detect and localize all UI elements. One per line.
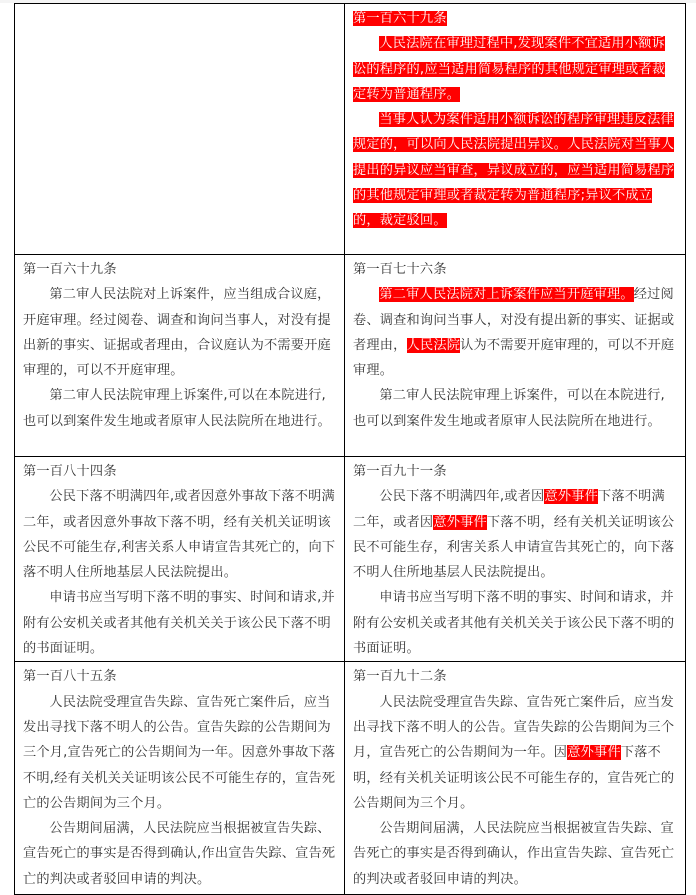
text-run: 公民下落不明满四年,或者因 (379, 489, 545, 505)
paragraph: 公告期间届满，人民法院应当根据被宣告失踪、宣告死亡的事实是否得到确认,作出宣告失踪、宣告死亡的判决或者驳回申请的判决。 (23, 821, 336, 887)
paragraph: 申请书应当写明下落不明的事实、时间和请求,并附有公安机关或者其他有关机关关于该公民下落不明的书面证明。 (23, 590, 335, 657)
highlighted-change: 意外事件 (433, 514, 487, 530)
paragraph: 第二审人民法院审理上诉案件,可以在本院进行,也可以到案件发生地或者原审人民法院所在地进行。 (23, 388, 331, 429)
highlighted-change: 意外事件 (544, 489, 598, 505)
table-row (15, 457, 686, 662)
paragraph: 人民法院受理宣告失踪、宣告死亡案件后，应当发出寻找下落不明人的公告。宣告失踪的公告期间为三个月,宣告死亡的公告期间为一年。因意外事故下落不明,经有关机关关证明该公民不可能生存的，宣告死亡的公告期间为三个月。 (23, 694, 336, 811)
article-title: 第一百六十九条 (23, 262, 117, 277)
old-law-cell-empty (15, 4, 345, 255)
text-run: 人民法院受理宣告失踪、宣告死亡案件后，应当发出寻找下落不明人的公告。宣告失踪的公告期间为三个月，宣告死亡的公告期间为一年。因 (353, 694, 675, 761)
paragraph-highlighted: 人民法院在审理过程中,发现案件不宜适用小额诉讼的程序的,应当适用简易程序的其他规定审理或者裁定转为普通程序。 (353, 36, 666, 102)
article-title: 第一百七十六条 (353, 262, 447, 277)
paragraph (353, 484, 678, 585)
text-run: 下落不明满二年，或者因 (353, 489, 665, 530)
text-run: 认为不需要开庭审理的，可以不开庭审理。 (353, 337, 675, 379)
paragraph (353, 690, 678, 816)
new-law-cell (345, 662, 686, 895)
text-run: 经过阅卷、调查和询问当事人，对没有提出新的事实、证据或者理由， (353, 287, 675, 353)
table-row (15, 4, 686, 255)
paragraph: 公告期间届满，人民法院应当根据被宣告失踪、宣告死亡的事实是否得到确认，作出宣告失踪、宣告死亡的判决或者驳回申请的判决。 (353, 821, 675, 887)
paragraph-highlighted: 当事人认为案件适用小额诉讼的程序审理违反法律规定的，可以向人民法院提出异议。人民法院对当事人提出的异议应当审查，异议成立的，应当适用简易程序的其他规定审理或者裁定转为普通程序;异议不成立的，裁定驳回。 (353, 112, 675, 229)
highlighted-change: 第二审人民法院对上诉案件应当开庭审理。 (379, 287, 634, 303)
new-law-cell (345, 255, 686, 457)
article-title: 第一百九十二条 (353, 669, 447, 685)
new-law-cell (345, 457, 686, 662)
table-row (15, 255, 686, 457)
law-comparison-table (14, 3, 686, 895)
new-law-cell (345, 4, 686, 255)
article-title: 第一百九十一条 (353, 464, 447, 479)
old-law-cell (15, 255, 345, 457)
paragraph: 第二审人民法院审理上诉案件，可以在本院进行,也可以到案件发生地或者原审人民法院所在地进行。 (353, 388, 665, 429)
article-title: 第一百八十五条 (23, 669, 117, 685)
text-run: 下落不明，经有关机关证明该公民不可能生存的，宣告死亡的公告期间为三个月。 (353, 745, 675, 811)
paragraph: 公民下落不明满四年,或者因意外事故下落不明满二年，或者因意外事故下落不明，经有关机关证明该公民不可能生存,利害关系人申请宣告其死亡的，向下落不明人住所地基层人民法院提出。 (23, 489, 336, 581)
paragraph (353, 282, 678, 383)
text-run: 下落不明，经有关机关证明该公民不可能生存，利害关系人申请宣告其死亡的，向下落不明人住所地基层人民法院提出。 (353, 514, 675, 581)
paragraph: 第二审人民法院对上诉案件，应当组成合议庭，开庭审理。经过阅卷、调查和询问当事人，对没有提出新的事实、证据或者理由，合议庭认为不需要开庭审理的，可以不开庭审理。 (23, 287, 331, 379)
highlighted-change: 人民法院 (406, 337, 461, 353)
article-title: 第一百八十四条 (23, 464, 117, 479)
article-title: 第一百六十九条 (353, 11, 447, 26)
highlighted-change: 意外事件 (567, 745, 621, 761)
paragraph: 申请书应当写明下落不明的事实、时间和请求，并附有公安机关或者其他有关机关关于该公民下落不明的书面证明。 (353, 590, 675, 657)
old-law-cell (15, 457, 345, 662)
table-row (15, 662, 686, 895)
old-law-cell (15, 662, 345, 895)
